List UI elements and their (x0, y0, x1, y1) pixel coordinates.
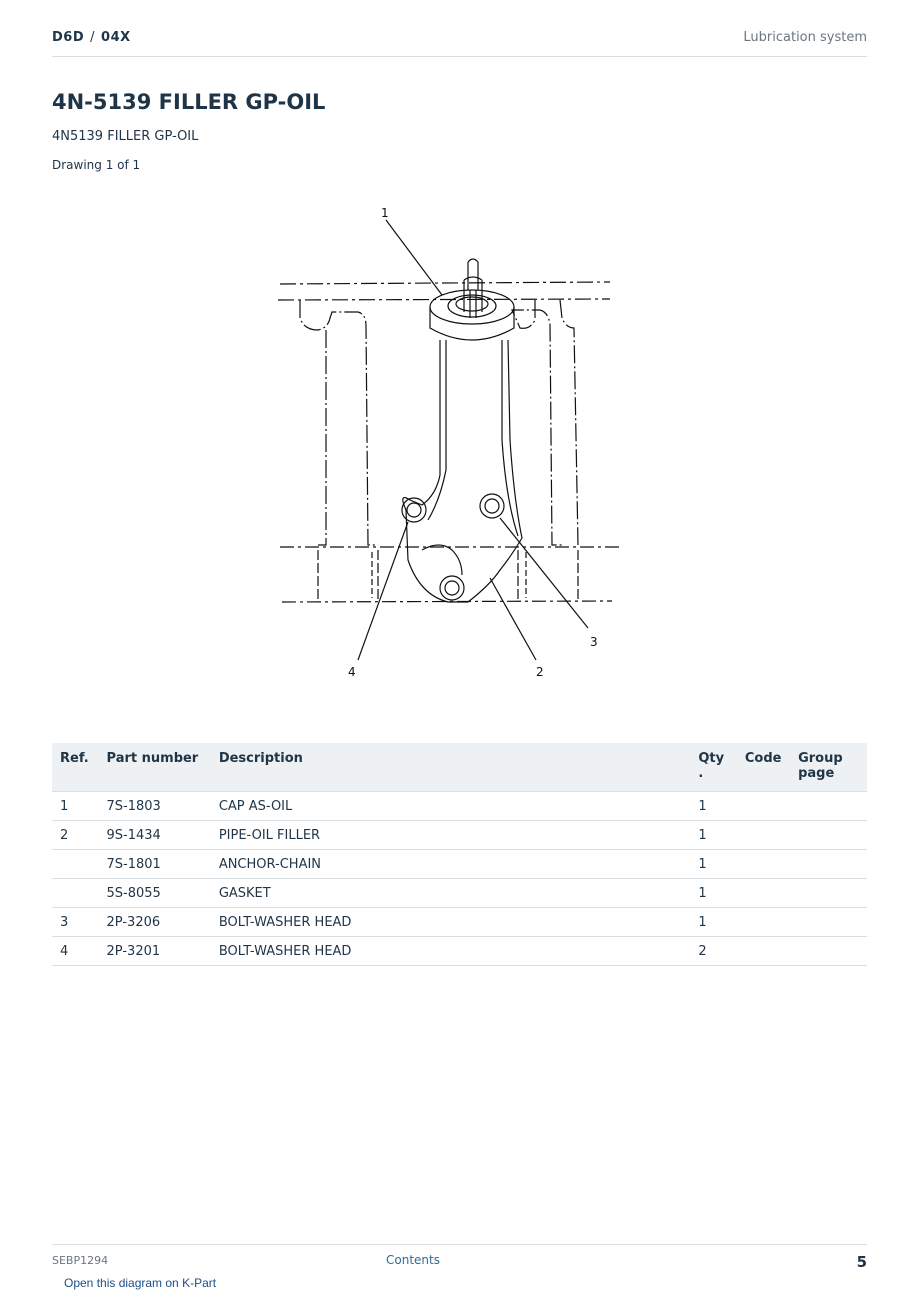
cell-code (737, 908, 790, 937)
col-description: Description (211, 743, 691, 792)
parts-table (52, 743, 867, 966)
cell-code (737, 792, 790, 821)
col-group-page-line1: Group (798, 751, 843, 766)
cell-ref (52, 879, 99, 908)
cell-description: PIPE-OIL FILLER (211, 821, 691, 850)
cell-description: ANCHOR-CHAIN (211, 850, 691, 879)
col-part-number: Part number (99, 743, 211, 792)
parts-table-header (52, 743, 867, 792)
cell-qty: 1 (690, 908, 737, 937)
page-header (52, 28, 867, 57)
table-row (52, 792, 867, 821)
cell-code (737, 937, 790, 966)
col-group-page-line2: page (798, 766, 835, 781)
cell-part-number: 7S-1801 (99, 850, 211, 879)
cell-ref (52, 850, 99, 879)
col-qty (690, 743, 737, 792)
cell-code (737, 821, 790, 850)
page-title: 4N-5139 FILLER GP-OIL (52, 90, 326, 114)
parts-diagram (200, 200, 720, 700)
cell-code (737, 850, 790, 879)
cell-part-number: 7S-1803 (99, 792, 211, 821)
table-row (52, 937, 867, 966)
contents-link[interactable]: Contents (386, 1253, 440, 1267)
breadcrumb (52, 30, 131, 45)
cell-group-page (790, 850, 867, 879)
breadcrumb-separator: / (90, 30, 96, 45)
cell-code (737, 879, 790, 908)
cell-group-page (790, 821, 867, 850)
page-number: 5 (856, 1253, 867, 1271)
col-code: Code (737, 743, 790, 792)
cell-qty: 1 (690, 792, 737, 821)
cell-part-number: 9S-1434 (99, 821, 211, 850)
callout-3: 3 (590, 635, 598, 649)
page-footer (52, 1244, 867, 1271)
cell-group-page (790, 908, 867, 937)
table-row (52, 821, 867, 850)
cell-ref: 4 (52, 937, 99, 966)
breadcrumb-section-code: 04X (101, 30, 131, 45)
page-subtitle: 4N5139 FILLER GP-OIL (52, 129, 199, 144)
cell-group-page (790, 937, 867, 966)
breadcrumb-model: D6D (52, 30, 85, 45)
cell-description: BOLT-WASHER HEAD (211, 908, 691, 937)
cell-ref: 2 (52, 821, 99, 850)
col-ref: Ref. (52, 743, 99, 792)
cell-ref: 1 (52, 792, 99, 821)
col-qty-line2: . (698, 766, 704, 781)
callout-4: 4 (348, 665, 356, 679)
cell-description: BOLT-WASHER HEAD (211, 937, 691, 966)
section-name: Lubrication system (743, 30, 867, 45)
cell-qty: 1 (690, 879, 737, 908)
parts-diagram-drawing (200, 200, 720, 700)
callout-1: 1 (381, 206, 389, 220)
table-row (52, 908, 867, 937)
table-row (52, 850, 867, 879)
document-code: SEBP1294 (52, 1254, 109, 1267)
cell-part-number: 2P-3206 (99, 908, 211, 937)
col-group-page (790, 743, 867, 792)
cell-ref: 3 (52, 908, 99, 937)
cell-qty: 1 (690, 821, 737, 850)
cell-description: GASKET (211, 879, 691, 908)
callout-2: 2 (536, 665, 544, 679)
cell-part-number: 2P-3201 (99, 937, 211, 966)
cell-group-page (790, 792, 867, 821)
col-qty-line1: Qty (698, 751, 725, 766)
cell-qty: 2 (690, 937, 737, 966)
cell-part-number: 5S-8055 (99, 879, 211, 908)
kpart-diagram-link[interactable]: Open this diagram on K-Part (64, 1276, 217, 1290)
table-row (52, 879, 867, 908)
drawing-count: Drawing 1 of 1 (52, 158, 141, 172)
cell-description: CAP AS-OIL (211, 792, 691, 821)
cell-group-page (790, 879, 867, 908)
cell-qty: 1 (690, 850, 737, 879)
